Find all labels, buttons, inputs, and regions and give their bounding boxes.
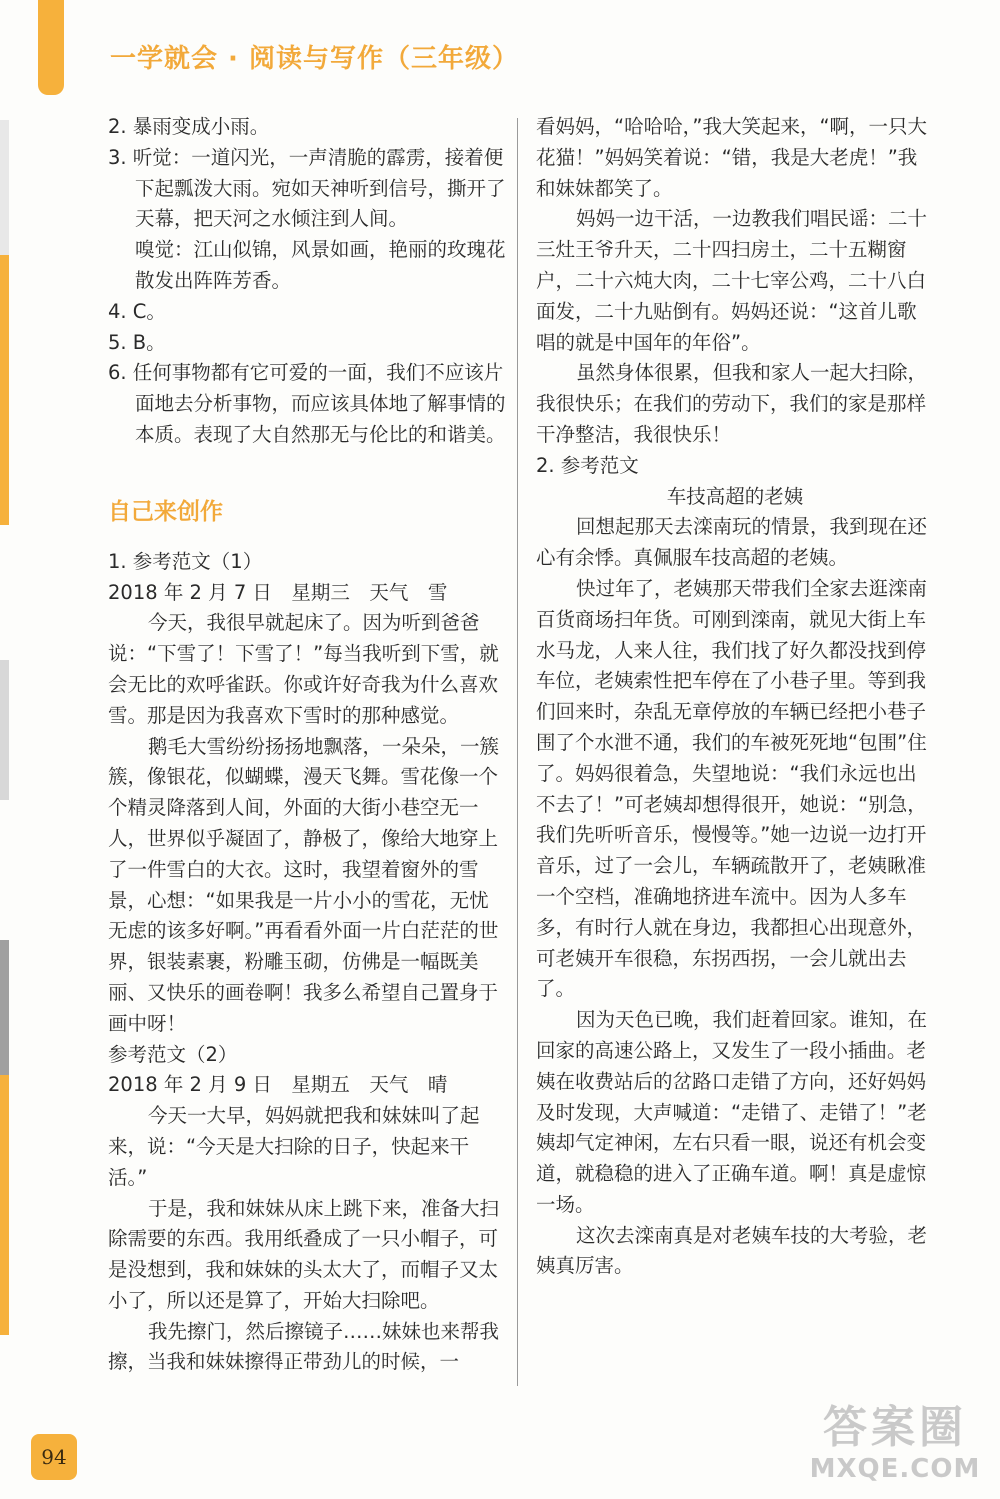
- edge-strip: [0, 940, 9, 1075]
- edge-strip: [0, 120, 9, 255]
- paragraph: 我先擦门，然后擦镜子……妹妹也来帮我擦，当我和妹妹擦得正带劲儿的时候，一: [108, 1319, 500, 1374]
- left-column: [108, 112, 508, 1378]
- paragraph: 4. C。: [108, 299, 166, 323]
- paragraph: 2018 年 2 月 7 日 星期三 天气 雪: [108, 580, 448, 604]
- watermark-text: 答案圈: [823, 1402, 967, 1453]
- paragraph: 妈妈一边干活，一边教我们唱民谣：二十三灶王爷升天，二十四扫房土，二十五糊窗户，二十六炖大肉，二十七宰公鸡，二十八白面发，二十九贴倒有。妈妈还说：“这首儿歌唱的就是中国年的年俗”。: [536, 207, 928, 354]
- paragraph: 因为天色已晚，我们赶着回家。谁知，在回家的高速公路上，又发生了一段小插曲。老姨在收费站后的岔路口走错了方向，还好妈妈及时发现，大声喊道：“走错了、走错了！”老姨却气定神闲，左右只看一眼，说还有机会变道，就稳稳的进入了正确车道。啊！真是虚惊一场。: [536, 1008, 928, 1216]
- paragraph: 这次去滦南真是对老姨车技的大考验，老姨真厉害。: [536, 1223, 928, 1278]
- page-number: 94: [31, 1434, 77, 1480]
- paragraph: 参考范文（2）: [108, 1042, 238, 1066]
- header-tab: [38, 0, 64, 95]
- paragraph: 快过年了，老姨那天带我们全家去逛滦南百货商场扫年货。可刚到滦南，就见大街上车水马龙，人来人往，我们找了好久都没找到停车位，老姨索性把车停在了小巷子里。等到我们回来时，杂乱无章停放的车辆已经把小巷子围了个水泄不通，我们的车被死死地“包围”住了。妈妈很着急，失望地说：“我们永远也出不去了！”可老姨却想得很开，她说：“别急，我们先听听音乐，慢慢等。”她一边说一边打开音乐，过了一会儿，车辆疏散开了，老姨瞅准一个空档，准确地挤进车流中。因为人多车多，有时行人就在身边，我都担心出现意外，可老姨开车很稳，东拐西拐，一会儿就出去了。: [536, 576, 928, 1001]
- watermark-logo: [800, 1402, 990, 1494]
- paragraph: 1. 参考范文（1）: [108, 549, 263, 573]
- paragraph: 今天，我很早就起床了。因为听到爸爸说：“下雪了！下雪了！”每当我听到下雪，就会无比的欢呼雀跃。你或许好奇我为什么喜欢雪。那是因为我喜欢下雪时的那种感觉。: [108, 611, 499, 727]
- column-divider: [517, 118, 518, 1386]
- right-column: [536, 112, 934, 1282]
- book-title: 一学就会 · 阅读与写作（三年级）: [110, 44, 519, 74]
- paragraph: 车技高超的老姨: [666, 484, 804, 508]
- watermark-url: MXQE.COM: [809, 1454, 981, 1484]
- paragraph: 2018 年 2 月 9 日 星期五 天气 晴: [108, 1073, 448, 1097]
- section-heading: 自己来创作: [108, 498, 223, 525]
- paragraph: 回想起那天去滦南玩的情景，我到现在还心有余悸。真佩服车技高超的老姨。: [536, 515, 928, 570]
- paragraph: 今天一大早，妈妈就把我和妹妹叫了起来，说：“今天是大扫除的日子，快起来干活。”: [108, 1104, 480, 1189]
- paragraph: 于是，我和妹妹从床上跳下来，准备大扫除需要的东西。我用纸叠成了一只小帽子，可是没想到，我和妹妹的头太大了，而帽子又太小了，所以还是算了，开始大扫除吧。: [108, 1196, 500, 1312]
- paragraph: 2. 参考范文: [536, 453, 639, 477]
- paragraph: 6. 任何事物都有它可爱的一面，我们不应该片面地去分析事物，而应该具体地了解事情的本质。表现了大自然那无与伦比的和谐美。: [108, 361, 506, 446]
- paragraph: 5. B。: [108, 330, 166, 354]
- edge-strip: [0, 660, 9, 800]
- paragraph: 虽然身体很累，但我和家人一起大扫除，我很快乐；在我们的劳动下，我们的家是那样干净整洁，我很快乐！: [536, 361, 928, 446]
- paragraph: 3. 听觉：一道闪光，一声清脆的霹雳，接着便下起瓢泼大雨。宛如天神听到信号，撕开了天幕，把天河之水倾注到人间。: [108, 145, 506, 231]
- edge-strip: [0, 255, 9, 525]
- paragraph: 看妈妈，“哈哈哈，”我大笑起来，“啊，一只大花猫！”妈妈笑着说：“错，我是大老虎！”我和妹妹都笑了。: [536, 115, 928, 200]
- edge-strip: [0, 1075, 9, 1335]
- paragraph: 鹅毛大雪纷纷扬扬地飘落，一朵朵，一簇簇，像银花，似蝴蝶，漫天飞舞。雪花像一个个精灵降落到人间，外面的大街小巷空无一人，世界似乎凝固了，静极了，像给大地穿上了一件雪白的大衣。这时，我望着窗外的雪景，心想：“如果我是一片小小的雪花，无忧无虑的该多好啊。”再看看外面一片白茫茫的世界，银装素裹，粉雕玉砌，仿佛是一幅既美丽、又快乐的画卷啊！我多么希望自己置身于画中呀！: [108, 734, 500, 1035]
- paragraph: 2. 暴雨变成小雨。: [108, 115, 270, 138]
- paragraph: 嗅觉：江山似锦，风景如画，艳丽的玫瑰花散发出阵阵芳香。: [135, 238, 506, 292]
